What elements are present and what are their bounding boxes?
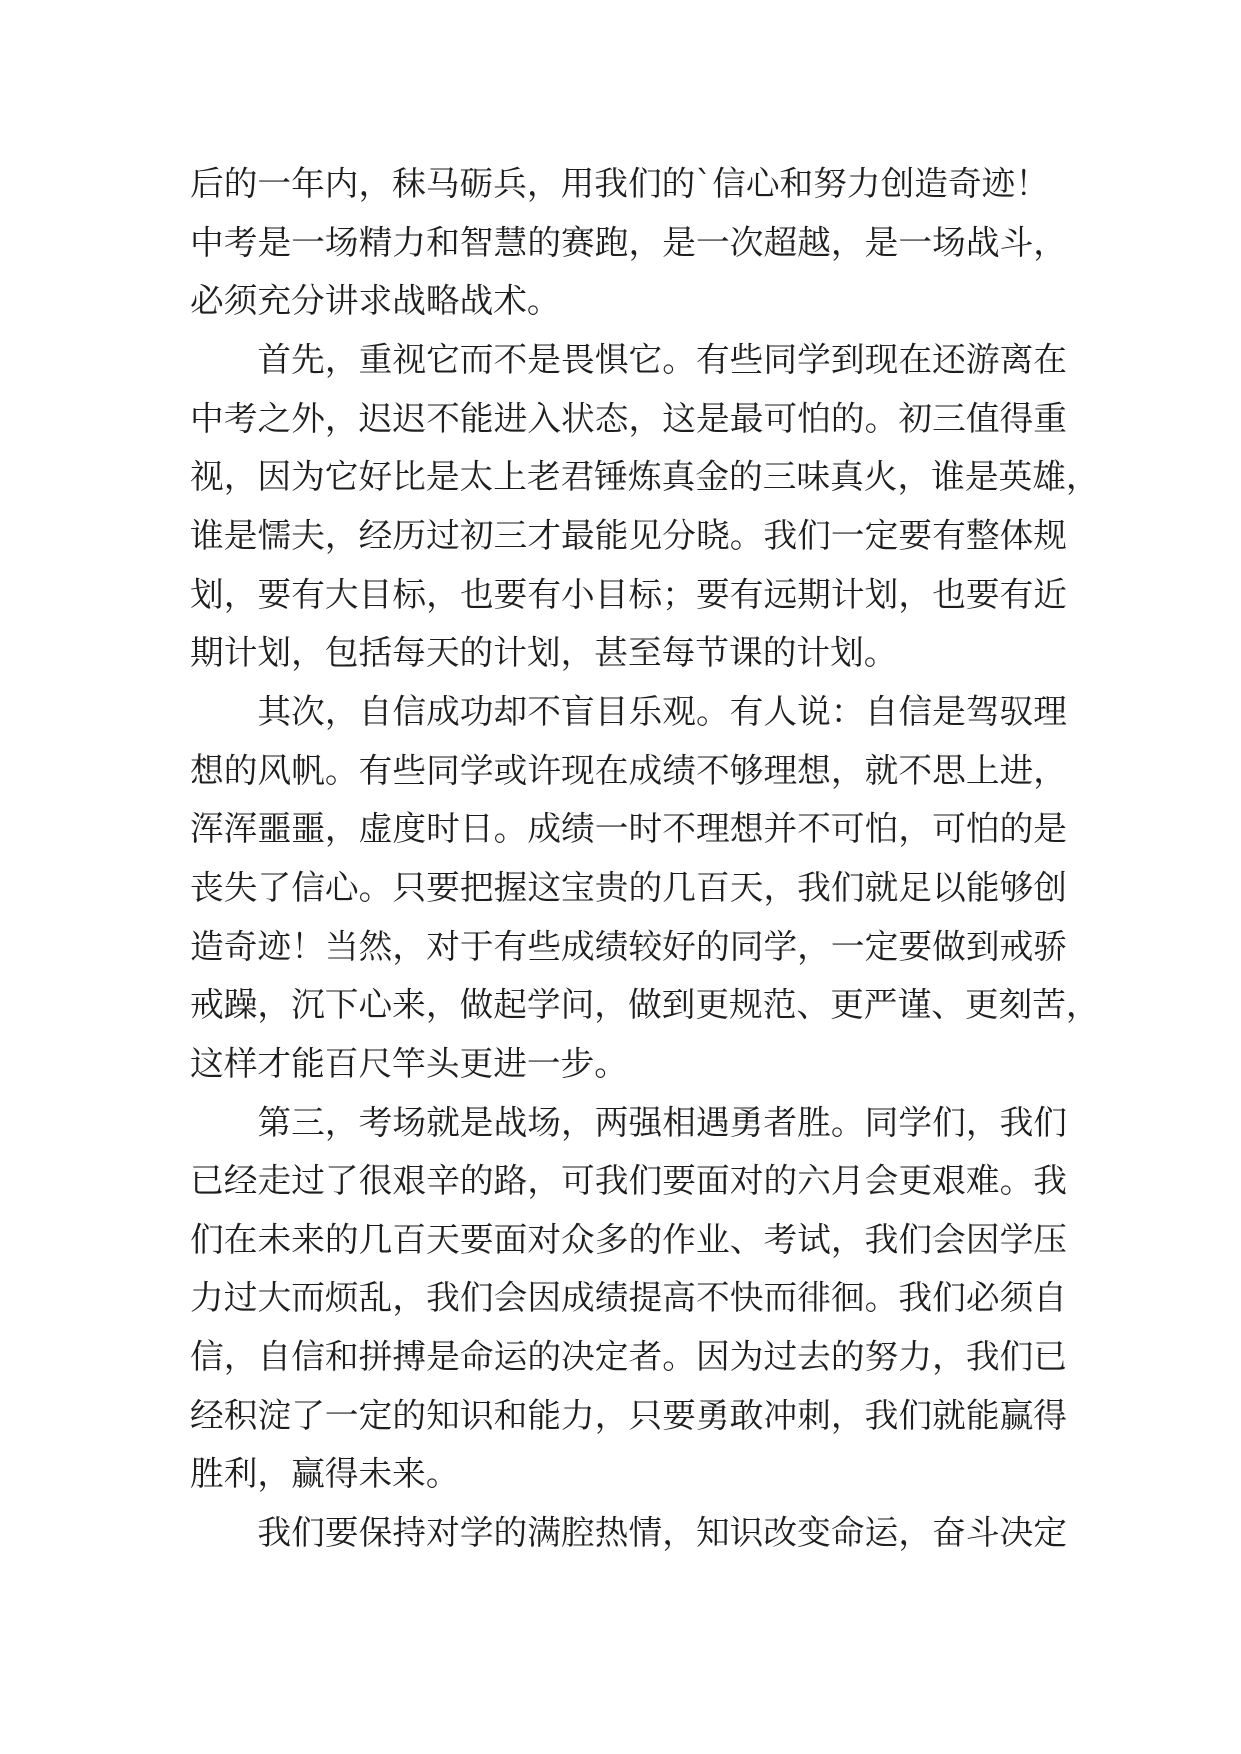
text-line: 中考之外，迟迟不能进入状态，这是最可怕的。初三值得重 bbox=[190, 398, 1067, 438]
paragraph-5 bbox=[190, 1504, 1067, 1563]
text-line: 划，要有大目标，也要有小目标；要有远期计划，也要有近 bbox=[190, 574, 1067, 614]
text-line: 第三，考场就是战场，两强相遇勇者胜。同学们，我们 bbox=[257, 1102, 1067, 1142]
text-line: 经积淀了一定的知识和能力，只要勇敢冲刺，我们就能赢得 bbox=[190, 1395, 1067, 1435]
body-text bbox=[190, 155, 1100, 1563]
paragraph-4 bbox=[190, 1094, 1067, 1505]
text-line: 必须充分讲求战略战术。 bbox=[190, 281, 561, 321]
text-line: 戒躁，沉下心来，做起学问，做到更规范、更严谨、更刻苦， bbox=[190, 985, 1100, 1025]
text-line: 造奇迹！当然，对于有些成绩较好的同学，一定要做到戒骄 bbox=[190, 926, 1067, 966]
text-line: 想的风帆。有些同学或许现在成绩不够理想，就不思上进， bbox=[190, 750, 1067, 790]
text-line: 信，自信和拼搏是命运的决定者。因为过去的努力，我们已 bbox=[190, 1337, 1067, 1377]
text-line: 们在未来的几百天要面对众多的作业、考试，我们会因学压 bbox=[190, 1219, 1067, 1259]
text-line: 胜利，赢得未来。 bbox=[190, 1454, 460, 1494]
text-line: 后的一年内，秣马砺兵，用我们的`信心和努力创造奇迹！ bbox=[190, 164, 1050, 203]
text-line: 这样才能百尺竿头更进一步。 bbox=[190, 1043, 628, 1083]
text-line: 期计划，包括每天的计划，甚至每节课的计划。 bbox=[190, 633, 898, 673]
text-line: 力过大而烦乱，我们会因成绩提高不快而徘徊。我们必须自 bbox=[190, 1278, 1067, 1318]
text-line: 谁是懦夫，经历过初三才最能见分晓。我们一定要有整体规 bbox=[190, 515, 1067, 555]
text-line: 首先，重视它而不是畏惧它。有些同学到现在还游离在 bbox=[257, 339, 1067, 379]
paragraph-1 bbox=[190, 155, 1067, 331]
text-line: 其次，自信成功却不盲目乐观。有人说：自信是驾驭理 bbox=[257, 691, 1067, 731]
paragraph-3 bbox=[190, 683, 1100, 1094]
text-line: 中考是一场精力和智慧的赛跑，是一次超越，是一场战斗， bbox=[190, 222, 1067, 262]
text-line: 已经走过了很艰辛的路，可我们要面对的六月会更艰难。我 bbox=[190, 1161, 1067, 1201]
text-line: 丧失了信心。只要把握这宝贵的几百天，我们就足以能够创 bbox=[190, 867, 1067, 907]
paragraph-2 bbox=[190, 331, 1100, 683]
text-line: 浑浑噩噩，虚度时日。成绩一时不理想并不可怕，可怕的是 bbox=[190, 809, 1067, 849]
text-line: 视，因为它好比是太上老君锤炼真金的三味真火，谁是英雄， bbox=[190, 457, 1100, 497]
text-line: 我们要保持对学的满腔热情，知识改变命运，奋斗决定 bbox=[257, 1513, 1067, 1553]
